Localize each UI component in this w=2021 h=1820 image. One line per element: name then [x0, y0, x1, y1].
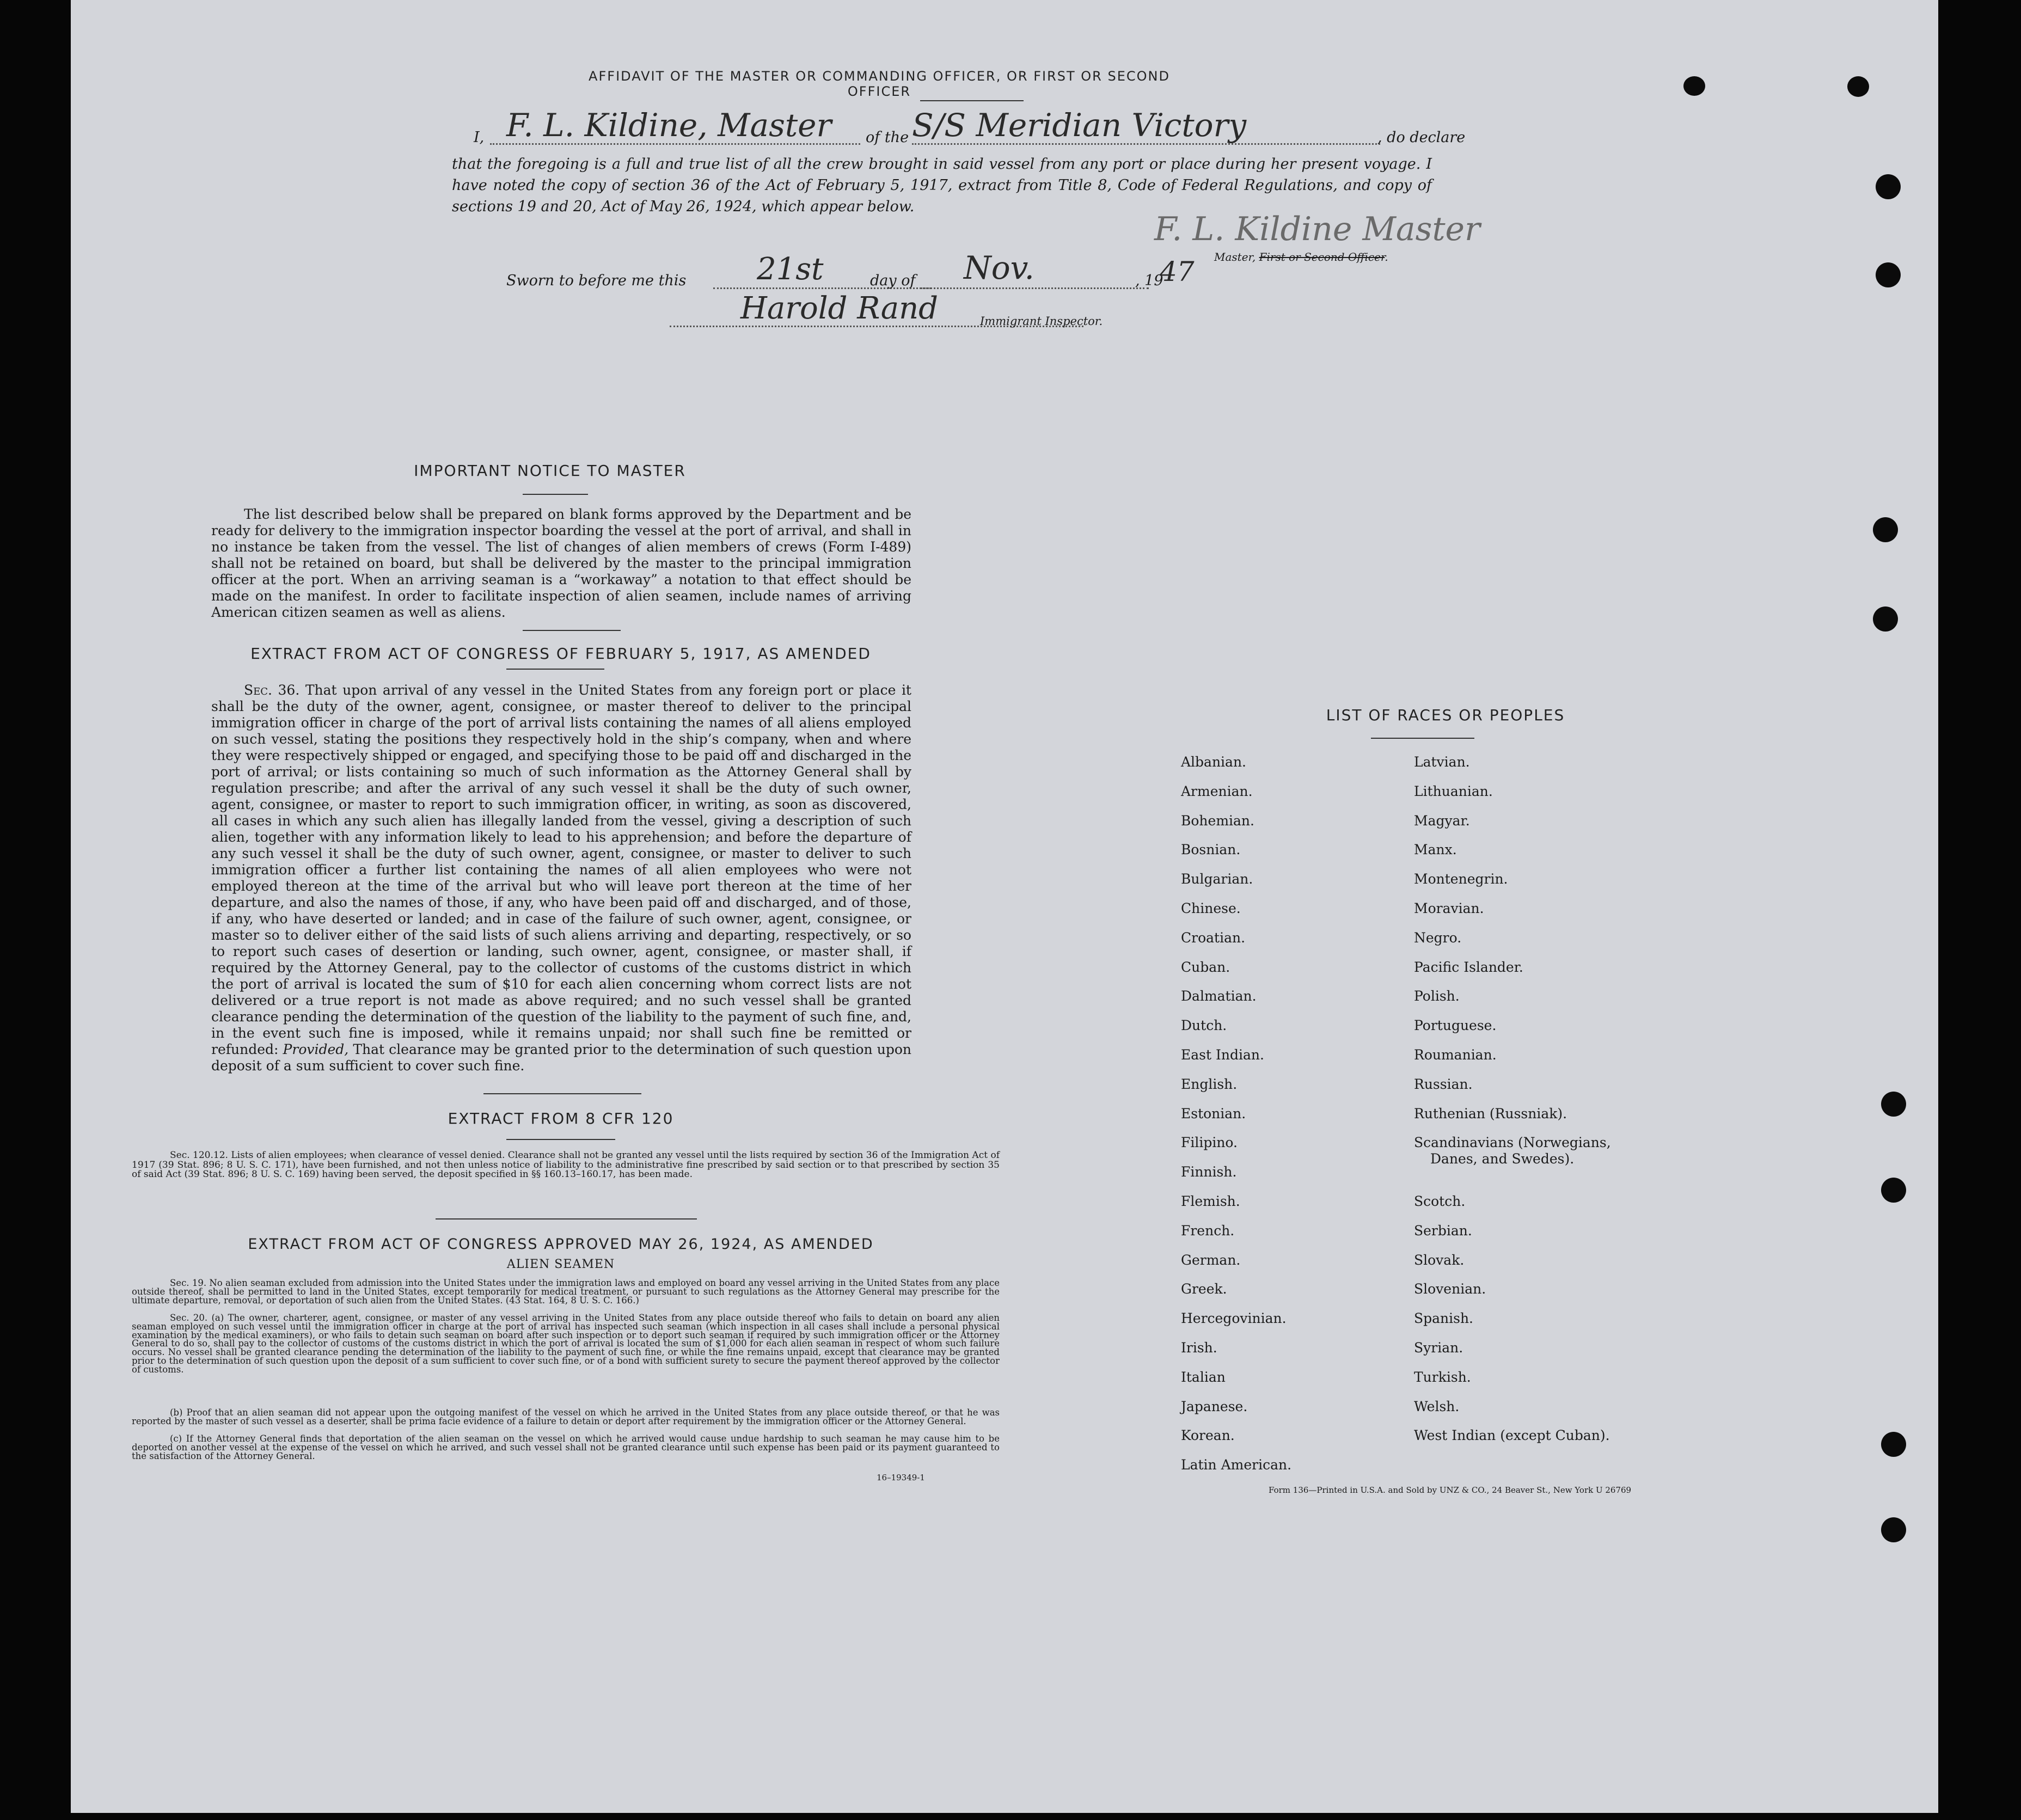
- punch-hole: [1683, 76, 1705, 96]
- sworn-label: Sworn to before me this: [506, 272, 687, 289]
- punch-hole: [1881, 1517, 1906, 1542]
- divider: [1371, 738, 1474, 739]
- race-item-line: Scandinavians (Norwegians,: [1414, 1135, 1611, 1151]
- race-item: Estonian.: [1181, 1105, 1246, 1122]
- race-item: Albanian.: [1181, 754, 1247, 770]
- divider: [523, 630, 621, 631]
- race-item: Scotch.: [1414, 1193, 1466, 1209]
- punch-hole: [1881, 1178, 1906, 1203]
- sec20b-text: (b) Proof that an alien seaman did not appear upon the outgoing manifest of the vessel on which he arrived in the United States from any place outside thereof, or that he was reported by the master of such vessel as a deserter, shall be prima facie evidence of a failure to detain or deport after requirement by the immigration officer or the Attorney General.: [132, 1407, 1000, 1426]
- race-item: Polish.: [1414, 988, 1460, 1004]
- race-item: Turkish.: [1414, 1369, 1471, 1385]
- printer-footer: Form 136—Printed in U.S.A. and Sold by UNZ & CO., 24 Beaver St., New York U 26769: [1269, 1485, 1632, 1495]
- month-field-line: [920, 287, 1149, 289]
- race-item: [1414, 1135, 1719, 1193]
- cfr-body: Sec. 120.12. Lists of alien employees; when clearance of vessel denied. Clearance shall not be granted any vessel until the lists required by section 36 of the Immigration Act of 1917 (39 Stat. 896; 8 U. S. C. 171), have been furnished, and not then unless notice of liability to the administrative fine prescribed by said section or to that prescribed by section 35 of said Act (39 Stat. 896; 8 U. S. C. 169) having been served, the deposit specified in §§ 160.13–160.17, has been made.: [132, 1150, 1000, 1180]
- punch-hole: [1873, 517, 1898, 542]
- race-item: Bulgarian.: [1181, 871, 1253, 887]
- divider: [483, 1093, 641, 1094]
- race-item: Serbian.: [1414, 1222, 1472, 1239]
- caption-period: .: [1385, 250, 1388, 263]
- race-item: German.: [1181, 1252, 1241, 1268]
- race-item: Pacific Islander.: [1414, 959, 1523, 975]
- year-prefix: , 19: [1135, 272, 1163, 289]
- provided-word: Provided,: [283, 1041, 349, 1057]
- race-item: Montenegrin.: [1414, 871, 1508, 887]
- notice-heading: IMPORTANT NOTICE TO MASTER: [414, 462, 686, 480]
- punch-hole: [1876, 262, 1901, 287]
- divider: [920, 100, 1024, 101]
- day-of-label: day of: [870, 272, 916, 289]
- affidavit-body: that the foregoing is a full and true list of all the crew brought in said vessel from any port or place during her present voyage. I have noted the copy of section 36 of the Act of February 5, 1917, extract from Title 8, Code of Federal Regulations, and copy of sections 19 and 20, Act of May 26, 1924, which appear below.: [452, 156, 1432, 215]
- race-item-line: Danes, and Swedes).: [1430, 1151, 1575, 1167]
- race-item: Bosnian.: [1181, 842, 1241, 858]
- race-item: Japanese.: [1181, 1398, 1248, 1414]
- caption-struck: First or Second Officer: [1259, 250, 1385, 263]
- day-handwritten: 21st: [757, 252, 824, 287]
- of-the-label: of the: [866, 129, 909, 146]
- sec20c-text: (c) If the Attorney General finds that deportation of the alien seaman on the vessel on which he arrived would cause undue hardship to such seaman he may cause him to be deported on another vessel at the expense of the vessel on which he arrived, and such vessel shall not be granted clearance until such expense has been paid or its payment guaranteed to the satisfaction of the Attorney General.: [132, 1433, 1000, 1461]
- race-item: Syrian.: [1414, 1339, 1463, 1356]
- punch-hole: [1847, 76, 1869, 97]
- act1924-subheading: ALIEN SEAMEN: [506, 1258, 615, 1271]
- race-item: Hercegovinian.: [1181, 1310, 1287, 1327]
- race-item: Roumanian.: [1414, 1046, 1497, 1063]
- act1924-heading: EXTRACT FROM ACT OF CONGRESS APPROVED MAY 26, 1924, AS AMENDED: [248, 1236, 874, 1253]
- affidavit-i-label: I,: [474, 129, 485, 146]
- divider: [436, 1218, 697, 1220]
- race-item: Dutch.: [1181, 1018, 1227, 1034]
- caption-master: Master,: [1214, 250, 1256, 263]
- punch-hole: [1873, 606, 1898, 632]
- race-item: Manx.: [1414, 842, 1457, 858]
- sec20a-text: Sec. 20. (a) The owner, charterer, agent, consignee, or master of any vessel arriving in the United States from any place outside thereof who fails to detain on board any alien seaman employed on such vessel until the immigration officer in charge at the port of arrival has inspected such seaman (which inspection in all cases shall include a personal physical examination by the medical examiners), or who fails to detain such seaman on board after such inspection or to deport such seaman if required by such immigration officer or the Attorney General to do so, shall pay to the collector of customs of the customs district in which the port of arrival is located the sum of $1,000 for each alien seaman in respect of whom such failure occurs. No vessel shall be granted clearance pending the determination of the liability to the payment of such fine, or while the fine remains unpaid, except that clearance may be granted prior to the determination of such question upon the deposit of a sum sufficient to cover such fine, or of a bond with sufficient surety to secure the payment thereof approved by the collector of customs.: [132, 1313, 1000, 1375]
- punch-hole: [1881, 1092, 1906, 1117]
- signature-caption: [1214, 250, 1388, 263]
- race-item: Korean.: [1181, 1427, 1235, 1444]
- race-item: Portuguese.: [1414, 1018, 1497, 1034]
- divider: [523, 494, 588, 495]
- race-item: Magyar.: [1414, 812, 1470, 829]
- vessel-name-handwritten: S/S Meridian Victory: [912, 107, 1247, 144]
- race-item: Slovenian.: [1414, 1281, 1486, 1297]
- race-item: Greek.: [1181, 1281, 1227, 1297]
- race-item: Welsh.: [1414, 1398, 1460, 1414]
- race-item: Lithuanian.: [1414, 783, 1493, 799]
- race-item: Latvian.: [1414, 754, 1470, 770]
- sec36-text: That upon arrival of any vessel in the United States from any foreign port or place it shall be the duty of the owner, agent, consignee, or master thereof to deliver to the principal immigration officer in charge of the port of arrival lists containing the names of all aliens employed on such vessel, stating the positions they respectively hold in the ship’s company, when and where they were respectively shipped or engaged, and specifying those to be paid off and discharged in the port of arrival; or lists containing so much of such information as the Attorney General shall by regulation prescribe; and after the arrival of any such vessel it shall be the duty of such owner, agent, consignee, or master to report to such immigration officer, in writing, as soon as discovered, all cases in which any such alien has illegally landed from the vessel, giving a description of such alien, together with any information likely to lead to his apprehension; and before the departure of any such vessel it shall be the duty of such owner, agent, consignee, or master to deliver to such immigration officer a further list containing the names of all alien employees who were not employed thereon at the time of the arrival but who will leave port thereon at the time of her departure, and also the names of those, if any, who have been paid off and discharged, and of those, if any, who have deserted or landed; and in case of the failure of such owner, agent, consignee, or master so to deliver either of the said lists of such aliens arriving and departing, respectively, or so to report such cases of desertion or landing, such owner, agent, consignee, or master shall, if required by the Attorney General, pay to the collector of customs of the customs district in which the port of arrival is located the sum of $10 for each alien concerning whom correct lists are not delivered or a true report is not made as above required; and no such vessel shall be granted clearance pending the determination of the question of the liability to the payment of such fine, and, in the event such fine is imposed, while it remains unpaid; nor shall such fine be remitted or refunded:: [211, 682, 911, 1057]
- race-item: Ruthenian (Russniak).: [1414, 1105, 1567, 1122]
- race-item: Latin American.: [1181, 1457, 1292, 1473]
- race-item: Moravian.: [1414, 900, 1484, 916]
- sec36-text-end: That clearance may be granted prior to the determination of such question upon deposit of a sum sufficient to cover such fine.: [211, 1041, 912, 1074]
- declare-label: , do declare: [1377, 129, 1466, 146]
- punch-hole: [1881, 1432, 1906, 1457]
- race-item: Irish.: [1181, 1339, 1217, 1356]
- race-item: Russian.: [1414, 1076, 1473, 1092]
- inspector-signature-handwritten: Harold Rand: [740, 291, 939, 326]
- race-item: Italian: [1181, 1369, 1226, 1385]
- race-item: Slovak.: [1414, 1252, 1465, 1268]
- race-item: Dalmatian.: [1181, 988, 1257, 1004]
- races-left-list: [1181, 754, 1410, 1486]
- year-handwritten: 47: [1160, 256, 1195, 287]
- race-item: French.: [1181, 1222, 1235, 1239]
- sec19-text: Sec. 19. No alien seaman excluded from admission into the United States under the immigration laws and employed on board any vessel arriving in the United States from any place outside thereof, shall be permitted to land in the United States, except temporarily for medical treatment, or pursuant to such regulations as the Attorney General may prescribe for the ultimate departure, removal, or deportation of such alien from the United States. (43 Stat. 164, 8 U. S. C. 166.): [132, 1278, 1000, 1306]
- race-item: Armenian.: [1181, 783, 1253, 799]
- punch-hole: [1876, 174, 1901, 199]
- race-item: English.: [1181, 1076, 1238, 1092]
- master-signature-handwritten: F. L. Kildine Master: [1154, 210, 1480, 248]
- act1917-heading: EXTRACT FROM ACT OF CONGRESS OF FEBRUARY 5, 1917, AS AMENDED: [250, 645, 871, 663]
- act1917-body: [211, 682, 911, 1074]
- notice-body: The list described below shall be prepared on blank forms approved by the Department and be ready for delivery to the immigration inspector boarding the vessel at the port of arrival, and shall in no instance be taken from the vessel. The list of changes of alien members of crews (Form I-489) shall not be retained on board, but shall be delivered by the master to the principal immigration officer at the port. When an arriving seaman is a “workaway” a notation to that effect should be made on the manifest. In order to facilitate inspection of alien seamen, include names of arriving American citizen seamen as well as aliens.: [211, 506, 911, 620]
- race-item: Flemish.: [1181, 1193, 1240, 1209]
- race-item: Finnish.: [1181, 1164, 1237, 1180]
- race-item: Chinese.: [1181, 900, 1241, 916]
- races-right-list: [1414, 754, 1719, 1457]
- inspector-caption: Immigrant Inspector.: [980, 315, 1103, 328]
- race-item: Bohemian.: [1181, 812, 1254, 829]
- race-item: Cuban.: [1181, 959, 1230, 975]
- master-name-handwritten: F. L. Kildine, Master: [506, 107, 832, 144]
- sec36-label: Sec. 36.: [244, 682, 300, 698]
- races-heading: LIST OF RACES OR PEOPLES: [1326, 706, 1565, 724]
- race-item: Spanish.: [1414, 1310, 1474, 1327]
- race-item: West Indian (except Cuban).: [1414, 1427, 1610, 1444]
- affidavit-heading: AFFIDAVIT OF THE MASTER OR COMMANDING OFFICER, OR FIRST OR SECOND OFFICER: [589, 69, 1170, 99]
- divider: [506, 669, 604, 670]
- divider: [506, 1139, 615, 1140]
- month-handwritten: Nov.: [964, 249, 1034, 286]
- form-code: 16–19349-1: [877, 1473, 925, 1482]
- race-item: Negro.: [1414, 929, 1462, 946]
- race-item: East Indian.: [1181, 1046, 1264, 1063]
- form-page: [71, 0, 1938, 1813]
- race-item: Croatian.: [1181, 929, 1246, 946]
- cfr-heading: EXTRACT FROM 8 CFR 120: [448, 1110, 674, 1127]
- race-item: Filipino.: [1181, 1135, 1238, 1151]
